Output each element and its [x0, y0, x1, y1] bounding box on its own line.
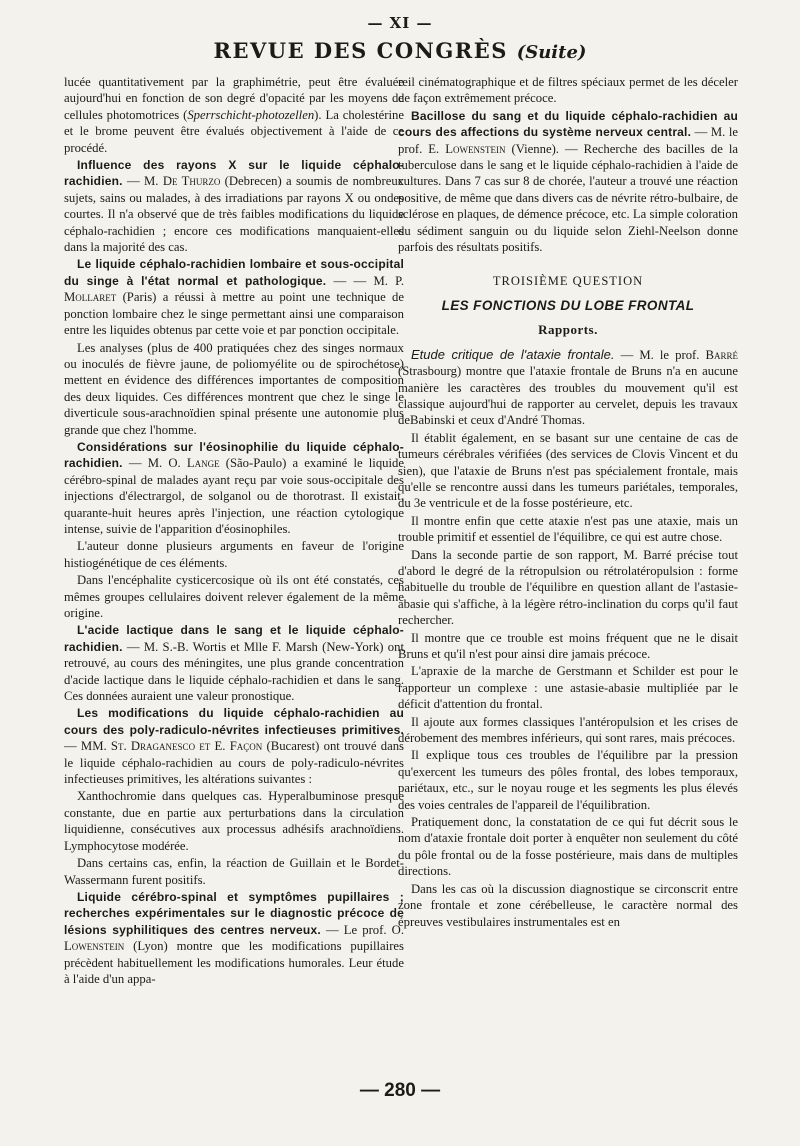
section-heading: Le liquide céphalo-rachidien lombaire et sous-occipital du singe à l'état normal et pathologique. [64, 257, 404, 288]
author-name: Mollaret [64, 290, 117, 305]
paragraph: Il établit également, en se basant sur une centaine de cas de tumeurs cérébrales vérifiées (des services de Clovis Vincent et du sien), que l'ataxie de Bruns n'est pas spécialement frontale, mais qu'elle se rencontre aussi dans les tumeurs pariétales, temporales, du 3e ventricule et de la fosse postérieure, etc. [398, 430, 738, 511]
abstract-lange: Considérations sur l'éosinophilie du liquide céphalo-rachidien. — M. O. Lange (São-Paulo) a examiné le liquide cérébro-spinal de malades ayant reçu par voie sous-occipitale des injections d'électrargol, de solganol ou de thorotrast. Il existait, quarante-huit heures après l'injection, une réaction cytologique intense, suivie de l'apparition d'éosinophiles. [64, 439, 405, 536]
section-heading: Considérations sur l'éosinophilie du liquide céphalo-rachidien. [64, 439, 404, 471]
section-heading: Influence des rayons X sur le liquide céphalo-rachidien. [64, 158, 404, 189]
running-title-text: REVUE DES CONGRÈS [213, 38, 508, 63]
paragraph: L'auteur donne plusieurs arguments en faveur de l'origine histiogénétique de ces éléments. [64, 539, 404, 570]
paragraph: lucée quantitativement par la graphimétrie, peut être évaluée aujourd'hui en fonction de son degré d'opacité par les moyens de cellules photomotrices (Sperrschicht-photozellen). La cholestérine et le brome peuvent être évalués objectivement à l'aide de ce procédé. [64, 75, 404, 155]
paragraph: L'apraxie de la marche de Gerstmann et Schilder est pour le rapporteur un complexe : une astasie-abasie multipliée par le déficit d'attention du frontal. [398, 664, 738, 712]
section-heading: Les modifications du liquide céphalo-rachidien au cours des poly-radiculo-névrites infectieuses primitives. [64, 706, 404, 737]
paragraph: Dans les cas où la discussion diagnostique se circonscrit entre zone frontale et zone cérébelleuse, le caractère normal des épreuves vestibulaires instrumentales est en [398, 881, 738, 929]
author-name: Lowenstein [445, 141, 506, 156]
left-column [64, 74, 404, 988]
question-title: LES FONCTIONS DU LOBE FRONTAL [441, 297, 695, 313]
author-name: Barré [705, 347, 738, 362]
abstract-de-thurzo: Influence des rayons X sur le liquide céphalo-rachidien. — M. De Thurzo (Debrecen) a soumis de nombreux sujets, sains ou malades, à des irradiations par rayons X ou ondes courtes. Il n'a observé que de très faibles modifications du liquide céphalo-rachidien ; encore ces modifications manquaient-elles dans la majorité des cas. [64, 158, 405, 255]
author-name: St. Draganesco et E. Façon [110, 739, 263, 754]
paragraph: Il explique tous ces troubles de l'équilibre par la pression qu'exercent les tumeurs des pôles frontal, des lobes temporaux, pariétaux, etc., sur le noyau rouge et les segments les plus élevés des voies centrales de l'appareil de l'équilibration. [398, 748, 738, 812]
paragraph: Dans l'encéphalite cysticercosique où ils ont été constatés, ces mêmes groupes cellulaires doivent relever également de la même origine. [64, 573, 404, 620]
author-name: Lange [186, 456, 220, 471]
section-heading: Bacillose du sang et du liquide céphalo-rachidien au cours des affections du système nerveux central. [398, 108, 738, 140]
paragraph: Il ajoute aux formes classiques l'antéropulsion et les crises de dérobement des membres inférieurs, qui sont rares, mais précoces. [398, 714, 738, 746]
page-number: — 280 — [359, 1080, 441, 1101]
question-subtitle: Rapports. [538, 322, 598, 338]
section-heading: L'acide lactique dans le sang et le liquide céphalo-rachidien. [64, 623, 404, 654]
abstract-lowenstein-vienne: Bacillose du sang et du liquide céphalo-rachidien au cours des affections du système nerveux central. — M. le prof. E. Lowenstein (Vienne). — Recherche des bacilles de la tuberculose dans le sang et le liquide céphalo-rachidien à l'aide de cultures. Dans 7 cas sur 8 de chorée, l'auteur a trouvé une réaction positive, de même que dans divers cas de névrite rétro-bulbaire, de sclérose en plaques, de démence précoce, etc. La simple coloration du sédiment sanguin ou du liquide selon Ziehl-Neelson donne parfois des résultats positifs. [398, 108, 738, 255]
question-label: TROISIÈME QUESTION [492, 274, 644, 289]
paragraph: reil cinématographique et de filtres spéciaux permet de les déceler de façon extrêmement précoce. [398, 75, 738, 106]
paragraph: Xanthochromie dans quelques cas. Hyperalbuminose presque constante, due en partie aux perturbations dans la circulation liquidienne, consécutives aux processus adhésifs arachnoïdiens. Lymphocytose modérée. [64, 789, 404, 853]
abstract-wortis-marsh: L'acide lactique dans le sang et le liquide céphalo-rachidien. — M. S.-B. Wortis et Mlle F. Marsh (New-York) ont retrouvé, au cours des méningites, une plus grande concentration d'acide lactique dans le liquide céphalo-rachidien et dans le sang. Ces données auraient une valeur pronostique. [64, 623, 404, 704]
paragraph: Pratiquement donc, la constatation de ce qui fut décrit sous le nom d'ataxie frontale doit porter à enquêter non seulement du côté du pôle frontal ou de la fosse postérieure, mais dans de multiples directions. [398, 815, 738, 879]
author-name: Lowenstein [64, 939, 125, 954]
paragraph: Dans la seconde partie de son rapport, M. Barré précise tout d'abord le degré de la rétropulsion ou rétrolatéropulsion : forme habituelle du trouble de l'équilibre en question allant de l'astasie-abasie qui s'affiche, à la légère rétro-inclination du corps qu'il faut rechercher. [398, 547, 738, 628]
paragraph: Dans certains cas, enfin, la réaction de Guillain et le Bordet-Wassermann furent positifs. [64, 856, 404, 887]
abstract-lowenstein-lyon: Liquide cérébro-spinal et symptômes pupillaires ; recherches expérimentales sur le diagnostic précoce de lésions syphilitiques des centres nerveux. — Le prof. O. Lowenstein (Lyon) montre que les modifications pupillaires précèdent habituellement les modifications humorales. Leur étude à l'aide d'un appa- [64, 889, 404, 986]
running-title-suffix: (Suite) [516, 42, 587, 63]
right-column [398, 74, 738, 931]
paragraph: Il montre enfin que cette ataxie n'est pas une ataxie, mais un trouble primitif et essentiel de l'équilibre, ce qui est autre chose. [398, 513, 738, 545]
page-header-number: — XI — [367, 14, 433, 32]
paragraph: Les analyses (plus de 400 pratiquées chez des singes normaux ou inoculés de fièvre jaune, de poliomyélite ou de spirochétose) mettent en évidence des différences importantes de composition des deux liquides. Ces différences montrent que chez le singe le diverticule sous-arachnoïdien spinal présente une autonomie plus grande que chez l'homme. [64, 340, 404, 437]
report-barre: Etude critique de l'ataxie frontale. — M. le prof. Barré (Strasbourg) montre que l'ataxie frontale de Bruns n'a en aucune manière les caractères des troubles du mouvement qu'il est classique aujourd'hui de rapporter au cervelet, depuis les travaux deBabinski et ceux d'André Thomas. [398, 346, 738, 428]
running-title [0, 38, 800, 63]
paragraph: Il montre que ce trouble est moins fréquent que ne le disait Bruns et qu'il n'est pour ainsi dire jamais précoce. [398, 630, 738, 661]
section-heading: Liquide cérébro-spinal et symptômes pupillaires ; recherches expérimentales sur le diagnostic précoce de lésions syphilitiques des centres nerveux. [64, 889, 404, 937]
report-heading: Etude critique de l'ataxie frontale. [411, 346, 615, 362]
abstract-mollaret: Le liquide céphalo-rachidien lombaire et sous-occipital du singe à l'état normal et pathologique. — — M. P. Mollaret (Paris) a réussi à mettre au point une technique de ponction lombaire chez le singe permettant ainsi une comparaison entre les liquides obtenus par cette voie et par ponction occipitale. [64, 257, 404, 338]
author-name: De Thurzo [162, 174, 221, 189]
abstract-draganesco-facon: Les modifications du liquide céphalo-rachidien au cours des poly-radiculo-névrites infectieuses primitives. — MM. St. Draganesco et E. Façon (Bucarest) ont trouvé dans le liquide céphalo-rachidien au cours de poly-radiculo-névrites infectieuses primitives, les altérations suivantes : [64, 706, 404, 787]
